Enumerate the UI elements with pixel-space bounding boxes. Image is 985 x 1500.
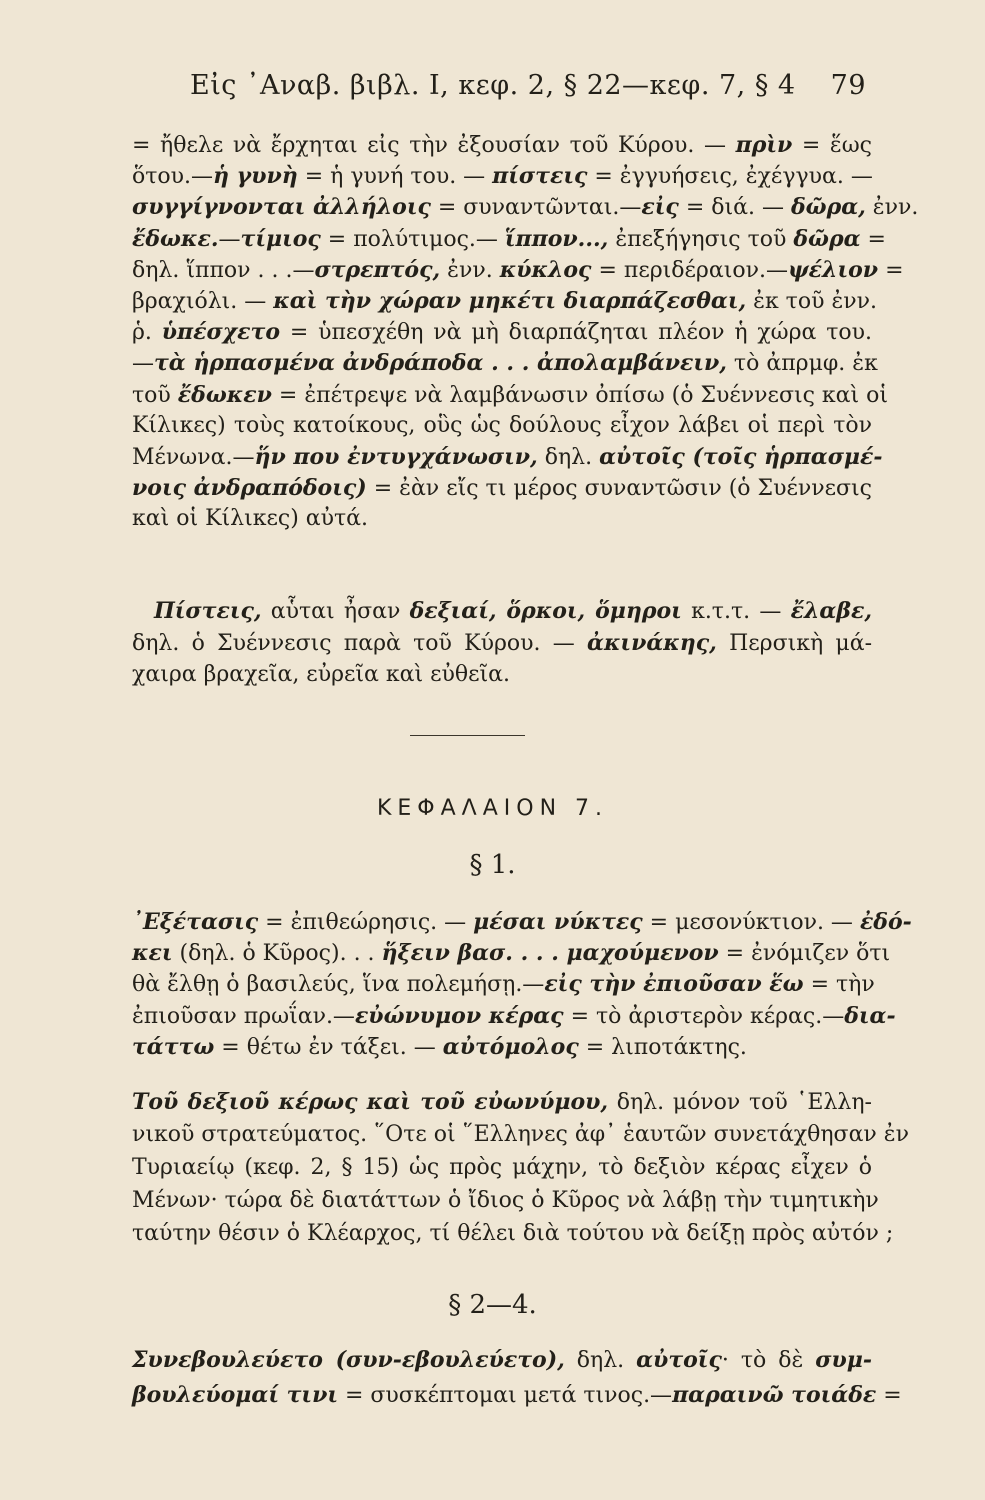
commentary-block-2 bbox=[132, 596, 872, 692]
gloss: = ἐπέτρεψε νὰ λαμβάνωσιν ὀπίσω (ὁ Συέννεσις καὶ οἱ bbox=[271, 382, 888, 408]
lemma: εἰς τὴν ἐπιοῦσαν ἕω bbox=[544, 971, 804, 998]
lemma: δεξιαί, ὅρκοι, ὅμηροι bbox=[409, 598, 682, 624]
section-heading-1: § 1. bbox=[469, 850, 516, 880]
gloss: — bbox=[218, 226, 241, 252]
lemma: ἡ γυνὴ bbox=[213, 163, 298, 190]
gloss: = τὸ ἀριστερὸν κέρας.— bbox=[563, 1003, 845, 1029]
gloss: = περιδέραιον.— bbox=[591, 257, 788, 283]
text-line bbox=[132, 1186, 879, 1216]
gloss: = συσκέπτομαι μετά τινος.— bbox=[337, 1383, 673, 1408]
gloss: δηλ. ἵππον . . .— bbox=[132, 257, 315, 283]
text-line bbox=[132, 411, 872, 441]
gloss: = συναντῶνται.— bbox=[430, 195, 642, 221]
gloss: ἐνν. bbox=[865, 195, 919, 221]
gloss: = ἐνόμιζεν ὅτι bbox=[718, 941, 891, 967]
gloss: = ἤθελε νὰ ἔρχηται εἰς τὴν ἐξουσίαν τοῦ Κύρου. — bbox=[132, 133, 736, 158]
lemma: μέσαι νύκτες bbox=[473, 909, 643, 935]
page-number: 79 bbox=[830, 70, 866, 101]
gloss: Τυριαείῳ (κεφ. 2, § 15) ὡς πρὸς μάχην, τὸ δεξιὸν κέρας εἶχεν ὁ bbox=[132, 1155, 872, 1180]
lemma: στρεπτός, bbox=[314, 256, 441, 283]
text-line bbox=[132, 255, 904, 286]
text-line bbox=[132, 907, 912, 938]
commentary-block-5 bbox=[132, 1345, 902, 1415]
gloss: ῥ. bbox=[132, 320, 162, 346]
text-line bbox=[132, 192, 919, 223]
gloss: = bbox=[860, 226, 886, 252]
lemma: δῶρα bbox=[793, 225, 861, 252]
lemma: Πίστεις, bbox=[154, 598, 262, 624]
text-line bbox=[132, 286, 878, 317]
gloss: = ἐγγυήσεις, ἐχέγγυα. — bbox=[587, 164, 873, 190]
gloss: δηλ. μόνον τοῦ ῾Ελλη- bbox=[608, 1090, 872, 1115]
text-line bbox=[132, 1345, 872, 1376]
text-line bbox=[132, 660, 872, 690]
lemma: εὐώνυμον κέρας bbox=[354, 1002, 564, 1029]
gloss: = ὑπεσχέθη νὰ μὴ διαρπάζηται πλέον ἡ χώρα του. bbox=[280, 320, 872, 346]
lemma: ἵππον..., bbox=[504, 225, 609, 252]
gloss: ὅτου.— bbox=[132, 164, 214, 190]
text-line bbox=[132, 596, 872, 627]
gloss: χαιρα βραχεῖα, εὐρεῖα καὶ εὐθεῖα. bbox=[132, 662, 510, 687]
gloss: = bbox=[878, 257, 904, 283]
lemma: δῶρα, bbox=[790, 194, 866, 221]
text-line bbox=[132, 504, 872, 534]
commentary-block-3 bbox=[132, 907, 912, 1067]
text-line bbox=[132, 1153, 872, 1183]
text-line bbox=[132, 442, 883, 473]
gloss: δηλ. bbox=[537, 445, 600, 470]
commentary-block-4 bbox=[132, 1087, 909, 1252]
gloss: αὗται ἦσαν bbox=[261, 599, 410, 624]
lemma: κει bbox=[132, 940, 173, 967]
gloss: = διά. — bbox=[678, 195, 791, 221]
lemma: ὑπέσχετο bbox=[161, 319, 281, 346]
lemma: νοις ἀνδραπόδοις) bbox=[132, 475, 367, 502]
lemma: ἥξειν βασ. . . . μαχούμενον bbox=[381, 940, 719, 967]
gloss: καὶ οἱ Κίλικες) αὐτά. bbox=[132, 506, 369, 532]
lemma: παραινῶ τοιάδε bbox=[672, 1382, 877, 1408]
text-line bbox=[132, 348, 878, 379]
lemma: βουλεύομαί τινι bbox=[132, 1382, 338, 1408]
gloss: ἐπεξήγησις τοῦ bbox=[608, 226, 794, 252]
lemma: εἰς bbox=[641, 194, 679, 221]
lemma: συμ- bbox=[815, 1347, 872, 1373]
lemma: ἥν που ἐντυγχάνωσιν, bbox=[254, 444, 538, 470]
gloss: = ἐὰν εἴς τι μέρος συναντῶσιν (ὁ Συέννεσις bbox=[366, 476, 872, 502]
lemma: τὰ ἡρπασμένα ἀνδράποδα . . . ἀπολαμβάνειν, bbox=[154, 350, 727, 377]
text-line bbox=[132, 161, 872, 192]
gloss: νικοῦ στρατεύματος. ῞Οτε οἱ ῞Ελληνες ἀφ᾿ ἑαυτῶν συνετάχθησαν ἐν bbox=[132, 1122, 909, 1147]
lemma: ᾿Εξέτασις bbox=[132, 909, 259, 935]
lemma: δια- bbox=[844, 1002, 896, 1029]
gloss: (δηλ. ὁ Κῦρος). . . bbox=[172, 941, 382, 967]
commentary-block-1 bbox=[132, 130, 919, 532]
text-line bbox=[132, 317, 872, 348]
gloss: = ἡ γυνή του. — bbox=[297, 164, 493, 190]
text-line bbox=[132, 1380, 902, 1411]
gloss: — bbox=[132, 351, 154, 377]
lemma: τάττω bbox=[132, 1033, 215, 1060]
lemma: ἐδό- bbox=[859, 909, 912, 935]
gloss: δηλ. ὁ Συέννεσις παρὰ τοῦ Κύρου. — bbox=[132, 631, 588, 656]
gloss: ἐκ τοῦ ἐνν. bbox=[746, 289, 878, 314]
lemma: αὐτόμολος bbox=[442, 1033, 579, 1060]
gloss: Κίλικες) τοὺς κατοίκους, οὓς ὡς δούλους εἶχον λάβει οἱ περὶ τὸν bbox=[132, 412, 872, 438]
text-line bbox=[132, 130, 872, 161]
gloss: = τὴν bbox=[803, 972, 875, 998]
section-heading-2: § 2—4. bbox=[448, 1290, 537, 1320]
gloss: Μένωνα.— bbox=[132, 445, 255, 470]
lemma: αὐτοῖς bbox=[636, 1347, 722, 1373]
text-line bbox=[132, 1120, 909, 1150]
text-line bbox=[132, 1032, 872, 1063]
gloss: ταύτην θέσιν ὁ Κλέαρχος, τί θέλει διὰ τούτου νὰ δείξῃ πρὸς αὐτόν ; bbox=[132, 1221, 894, 1246]
gloss: = ἐπιθεώρησις. — bbox=[258, 910, 474, 935]
lemma: καὶ τὴν χώραν μηκέτι διαρπάζεσθαι, bbox=[273, 288, 747, 314]
lemma: Συνεβουλεύετο (συν-εβουλεύετο), bbox=[132, 1347, 565, 1373]
text-line bbox=[132, 1219, 894, 1249]
lemma: ἀκινάκης, bbox=[587, 630, 717, 656]
lemma: αὐτοῖς (τοῖς ἡρπασμέ- bbox=[599, 444, 883, 470]
lemma: ἔλαβε, bbox=[790, 598, 872, 624]
gloss: τὸ ἀπρμφ. ἐκ bbox=[726, 351, 878, 377]
lemma: κύκλος bbox=[499, 256, 592, 283]
text-line bbox=[132, 628, 872, 659]
gloss: βραχιόλι. — bbox=[132, 289, 274, 314]
gloss: κ.τ.τ. — bbox=[681, 599, 791, 624]
gloss: τοῦ bbox=[132, 382, 178, 408]
text-line bbox=[132, 473, 872, 504]
lemma: πίστεις bbox=[492, 163, 588, 190]
text-line bbox=[132, 938, 891, 969]
gloss: · τὸ δὲ bbox=[721, 1348, 816, 1373]
lemma: ψέλιον bbox=[787, 256, 879, 283]
gloss: = μεσονύκτιον. — bbox=[642, 910, 860, 935]
gloss: = ἕως bbox=[792, 133, 872, 158]
chapter-heading: ΚΕΦΑΛΑΙΟΝ 7. bbox=[376, 796, 609, 821]
text-line bbox=[132, 969, 875, 1000]
gloss: = bbox=[876, 1383, 902, 1408]
lemma: Τοῦ δεξιοῦ κέρως καὶ τοῦ εὐωνύμου, bbox=[132, 1089, 609, 1115]
lemma: πρὶν bbox=[735, 132, 793, 158]
text-line bbox=[132, 1087, 872, 1118]
gloss: Μένων· τώρα δὲ διατάττων ὁ ἴδιος ὁ Κῦρος νὰ λάβῃ τὴν τιμητικὴν bbox=[132, 1188, 879, 1213]
section-divider bbox=[410, 735, 525, 736]
gloss: = λιποτάκτης. bbox=[578, 1034, 747, 1060]
lemma: ἔδωκεν bbox=[177, 381, 272, 408]
gloss: = θέτω ἐν τάξει. — bbox=[214, 1034, 443, 1060]
lemma: συγγίγνονται ἀλλήλοις bbox=[132, 194, 431, 221]
gloss: ἐνν. bbox=[440, 257, 500, 283]
text-line bbox=[132, 1001, 896, 1032]
lemma: ἔδωκε. bbox=[132, 225, 219, 252]
gloss: θὰ ἔλθῃ ὁ βασιλεύς, ἵνα πολεμήσῃ.— bbox=[132, 972, 545, 998]
gloss: δηλ. bbox=[564, 1348, 637, 1373]
running-title: Εἰς ᾿Αναβ. βιβλ. Ι, κεφ. 2, § 22—κεφ. 7, § 4 bbox=[190, 70, 796, 101]
gloss: = πολύτιμος.— bbox=[320, 226, 505, 252]
lemma: τίμιος bbox=[240, 225, 321, 252]
text-line bbox=[132, 224, 886, 255]
gloss: Περσικὴ μά- bbox=[716, 631, 872, 656]
gloss: ἐπιοῦσαν πρωΐαν.— bbox=[132, 1003, 355, 1029]
text-line bbox=[132, 380, 888, 411]
